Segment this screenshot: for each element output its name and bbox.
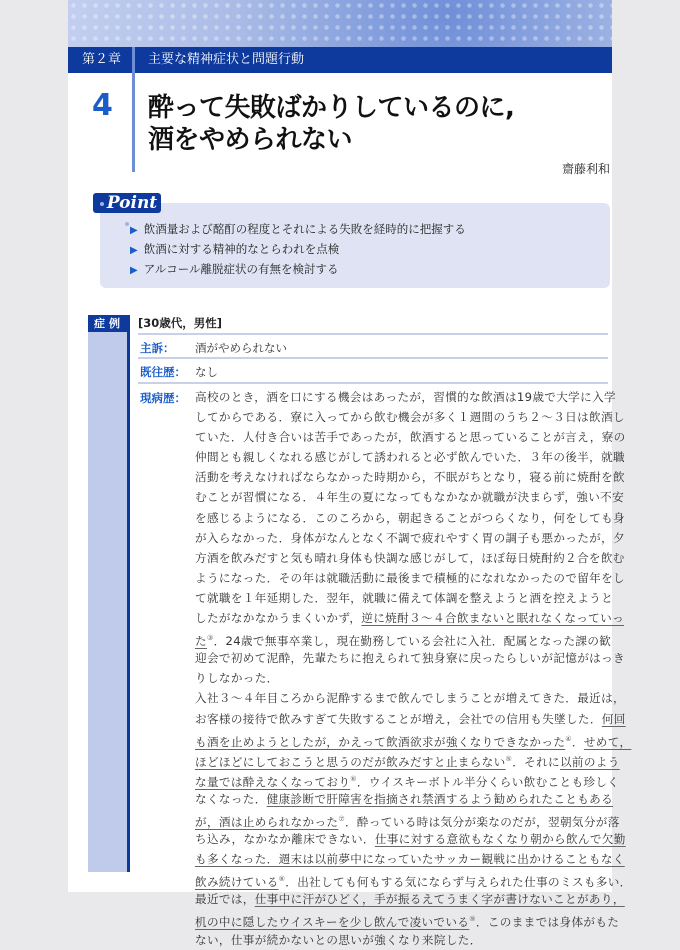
text-line — [195, 508, 625, 528]
title-line: 酔って失敗ばかりしているのに, — [148, 93, 515, 123]
underlined-text: な量では酔えなくなっており — [195, 774, 351, 789]
text: て就職を１年延期した．翌年，就職に備えて体調を整えようと酒を控えようと — [195, 590, 614, 605]
text-line — [195, 729, 632, 749]
patient-info: [30歳代，男性] — [138, 316, 223, 330]
text-line — [195, 628, 612, 649]
reference-mark: ⑦ — [338, 814, 345, 823]
text: したがなかなかうまくいかず， — [195, 611, 362, 626]
text: ． — [571, 734, 584, 749]
underlined-text: 以前のよう — [559, 754, 620, 769]
text: ていた．人付き合いは苦手であったが，飲酒すると思っていることが言え，寮の — [195, 430, 626, 445]
text: 最近では， — [195, 892, 255, 907]
reference-mark: ⑧ — [278, 875, 286, 884]
case-column — [88, 315, 130, 872]
divider — [138, 357, 608, 359]
reference-mark: ③ — [206, 634, 214, 643]
underlined-text: 逆に焼酎３～４合飲まないと眠れなくなっていっ — [361, 611, 625, 626]
text: ．このままでは身体がもた — [475, 915, 620, 930]
underlined-text: も多くなった．週末は以前夢中になっていたサッカー観戦に出かけることもなく — [195, 852, 625, 867]
text: お客様の接待で飲みすぎて失敗することが増え，会社での信用も失墜した． — [195, 711, 602, 726]
text: ．ウイスキーボトル半分くらい飲むことも珍しく — [356, 774, 620, 789]
text-line — [195, 467, 625, 487]
underlined-text: 仕事に対する意欲もなくなり朝から飲んで欠勤 — [374, 832, 626, 847]
underlined-text: 何回 — [601, 711, 626, 726]
point-text: 飲酒量および酩酊の程度とそれによる失敗を経時的に把握する — [143, 222, 466, 236]
text-line — [195, 387, 616, 407]
reference-mark: ⑥ — [350, 774, 357, 783]
text-line — [195, 869, 632, 890]
underlined-text: 飲み続けている — [195, 875, 279, 890]
text: ．出社しても何もする気にならず与えられた仕事のミスも多い． — [285, 875, 632, 890]
underlined-text: も酒を止めようとしたが，かえって飲酒欲求が強くなりできなかった — [195, 734, 566, 749]
text-line — [195, 608, 625, 628]
text-line — [195, 568, 625, 588]
text: ようになった．その年は就職活動に最後まで積極的になれなかったので留年をし — [195, 570, 625, 585]
list-item — [130, 259, 466, 279]
text: りしなかった． — [195, 671, 279, 686]
text: ．それに — [512, 754, 560, 769]
present-illness-label: 現病歴： — [140, 391, 186, 405]
list-item — [130, 239, 466, 259]
triangle-bullet-icon: ▶ — [130, 245, 138, 256]
past-history-label: 既往歴： — [140, 365, 186, 379]
list-item — [130, 219, 466, 239]
text-line — [195, 809, 620, 829]
chapter-number: 第２章 — [82, 52, 122, 67]
text: ない，仕事が続かないとの思いが強くなり来院した． — [195, 932, 482, 947]
triangle-bullet-icon: ▶ — [130, 225, 138, 236]
triangle-bullet-icon: ▶ — [130, 265, 138, 276]
text: むことが習慣になる．４年生の夏になってもなかなか就職が決まらず，強い不安 — [195, 490, 625, 505]
point-list — [130, 219, 466, 279]
title-line: 酒をやめられない — [148, 125, 353, 155]
text: ．24歳で無事卒業し，現在勤務している会社に入社．配属となった課の歓 — [213, 634, 612, 649]
underlined-text: 健康診断で肝障害を指摘され禁酒するよう勧められたこともある — [266, 791, 614, 806]
underlined-text: 仕事中に汗がひどく，手が振るえてうまく字が書けないことがあり， — [254, 892, 625, 907]
underlined-text: た — [195, 634, 207, 649]
text-line — [195, 909, 620, 930]
text-line — [195, 688, 625, 708]
reference-mark: ⑨ — [469, 915, 476, 924]
page — [68, 0, 632, 947]
text-line — [195, 447, 625, 467]
text-line — [195, 889, 625, 909]
chapter-bar — [68, 47, 612, 73]
text-line — [195, 528, 625, 548]
text: が入らなかった．身体がなんとなく不調で疲れやすく胃の調子も悪かったが，夕 — [195, 530, 625, 545]
text-line — [195, 648, 625, 668]
text-line — [195, 427, 626, 447]
point-text: アルコール離脱症状の有無を検討する — [143, 262, 339, 276]
author: 齋藤利和 — [561, 162, 610, 176]
text-line — [195, 487, 625, 507]
underlined-text: ほどほどにしておこうと思うのだが飲みだすと止まらない — [195, 754, 506, 769]
chief-complaint-label: 主訴： — [140, 341, 175, 355]
text: 活動を考えなければならなかった時期から，不眠がちとなり，寝る前に焼酎を飲 — [195, 470, 625, 485]
page-title — [148, 92, 514, 156]
text: 迎会で初めて泥酔，先輩たちに抱えられて独身寮に戻ったらしいが記憶がはっき — [195, 651, 625, 666]
point-text: 飲酒に対する精神的なとらわれを点検 — [143, 242, 340, 256]
text-line — [195, 749, 620, 769]
reference-mark: ⑤ — [505, 754, 513, 763]
text: してからである．寮に入ってから飲む機会が多く１週間のうち２～３日は飲酒し — [195, 410, 625, 425]
text-line — [195, 849, 625, 869]
text-line — [195, 829, 626, 849]
text-line — [195, 407, 625, 427]
reference-mark: ④ — [565, 734, 572, 743]
text-line — [195, 668, 607, 688]
underlined-text: せめて， — [583, 734, 632, 749]
text: 方酒を飲みだすと気も晴れ身体も快調な感じがして，ほぼ毎日焼酎約２合を飲む — [195, 550, 625, 565]
text: なくなった． — [195, 791, 267, 806]
point-tag — [93, 193, 161, 213]
text: ち込み，なかなか離床できない． — [195, 832, 375, 847]
text: を感じるようになる．このころから，朝起きることがつらくなり，何をしても身 — [195, 510, 625, 525]
case-header: 症例 — [88, 315, 130, 332]
chief-complaint: 酒がやめられない — [195, 341, 287, 355]
text-line — [195, 769, 620, 789]
divider — [132, 47, 135, 172]
text-line — [195, 709, 626, 729]
header-banner — [68, 0, 612, 47]
text: 仲間とも親しくなれる感じがして誘われると必ず飲んでいた．３年の後半，就職 — [195, 450, 625, 465]
underlined-text: 机の中に隠したウイスキーを少し飲んで凌いでいる — [195, 915, 470, 930]
text-line — [195, 789, 614, 809]
underlined-text: が，酒は止められなかった — [195, 814, 339, 829]
past-history: なし — [195, 365, 218, 379]
text: 高校のとき，酒を口にする機会はあったが，習慣的な飲酒は19歳で大学に入学 — [195, 390, 616, 404]
text-line — [195, 548, 625, 568]
text: 入社３～４年目ころから泥酔するまで飲んでしまうことが増えてきた．最近は， — [195, 691, 625, 706]
point-label: Point — [106, 193, 158, 213]
chapter-title: 主要な精神症状と問題行動 — [148, 52, 305, 67]
section-number: 4 — [92, 88, 113, 123]
text-line — [195, 930, 607, 950]
divider — [138, 382, 608, 384]
text-line — [195, 588, 614, 608]
divider — [138, 333, 608, 335]
text: ．酔っている時は気分が楽なのだが，翌朝気分が落 — [344, 814, 620, 829]
present-illness-text — [195, 387, 632, 950]
